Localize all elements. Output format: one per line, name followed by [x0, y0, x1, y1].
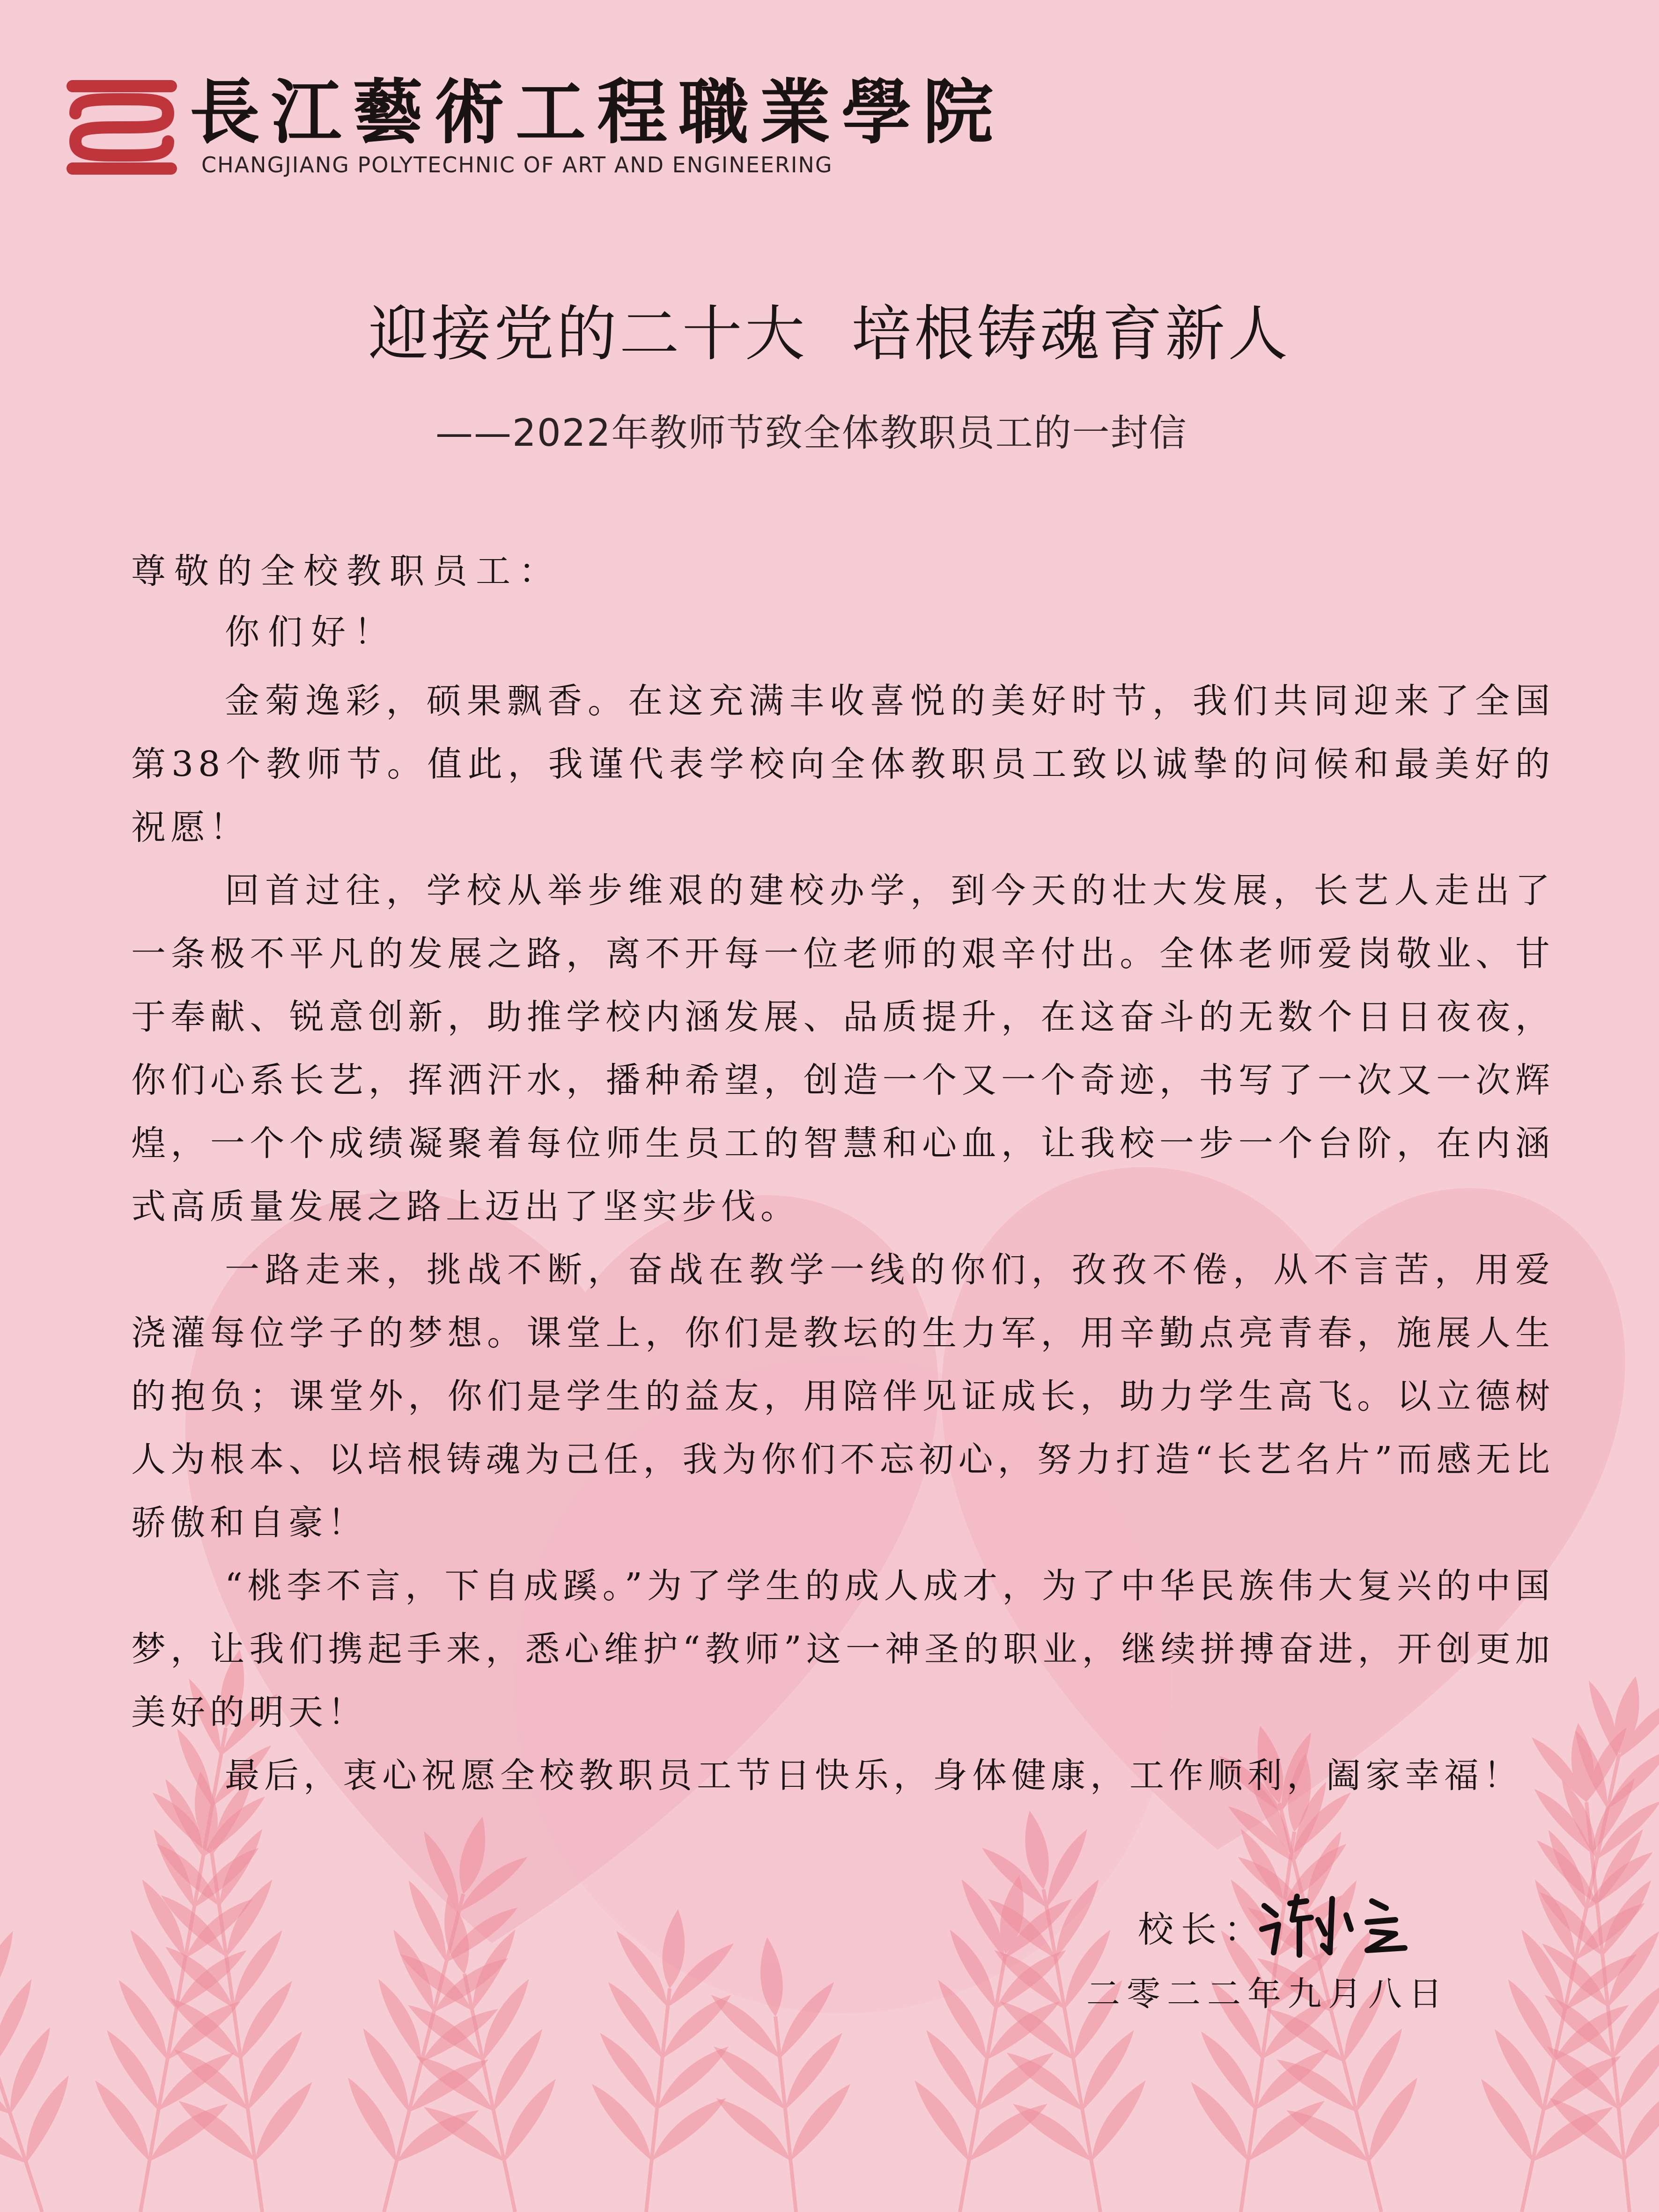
- handwritten-signature: [1255, 1887, 1423, 1962]
- letter-subtitle: ——2022年教师节致全体教职员工的一封信: [435, 411, 1187, 455]
- paragraph: 金菊逸彩，硕果飘香。在这充满丰收喜悦的美好时节，我们共同迎来了全国第38个教师节。值此，我谨代表学校向全体教职员工致以诚挚的问候和最美好的祝愿！: [131, 681, 1555, 848]
- school-name-chinese: 長江藝術工程職業學院: [190, 71, 1005, 154]
- paragraph: 最后，衷心祝愿全校教职员工节日快乐，身体健康，工作顺利，阖家幸福！: [225, 1755, 1523, 1796]
- leaf: [0, 1979, 53, 2065]
- paragraph: 一路走来，挑战不断，奋战在教学一线的你们，孜孜不倦，从不言苦，用爱浇灌每位学子的梦想。课堂上，你们是教坛的生力军，用辛勤点亮青春，施展人生的抱负；课堂外，你们是学生的益友，用陪伴见证成长，助力学生高飞。以立德树人为根本、以培根铸魂为己任，我为你们不忘初心，努力打造“长艺名片”而感无比骄傲和自豪！: [131, 1250, 1555, 1543]
- letter-body: [131, 670, 1555, 1807]
- president-label: 校长：: [1138, 1909, 1267, 1950]
- school-emblem-icon: [63, 70, 180, 178]
- leaf-stem: [1043, 1889, 1100, 2212]
- letter-date: 二零二二年九月八日: [1086, 1974, 1449, 2013]
- school-name-english: CHANGJIANG POLYTECHNIC OF ART AND ENGINEERING: [201, 152, 833, 177]
- school-header: [63, 70, 1005, 183]
- letter-salutation: 你们好！: [225, 612, 397, 652]
- paragraph: 回首过往，学校从举步维艰的建校办学，到今天的壮大发展，长艺人走出了一条极不平凡的发展之路，离不开每一位老师的艰辛付出。全体老师爱岗敬业、甘于奉献、锐意创新，助推学校内涵发展、品质提升，在这奋斗的无数个日日夜夜，你们心系长艺，挥洒汗水，播种希望，创造一个又一个奇迹，书写了一次又一次辉煌，一个个成绩凝聚着每位师生员工的智慧和心血，让我校一步一个台阶，在内涵式高质量发展之路上迈出了坚实步伐。: [131, 870, 1555, 1227]
- letter-greeting: 尊敬的全校教职员工：: [131, 551, 562, 591]
- paragraph: “桃李不言，下自成蹊。”为了学生的成人成才，为了中华民族伟大复兴的中国梦，让我们携起手来，悉心维护“教师”这一神圣的职业，继续拼搏奋进，开创更加美好的明天！: [131, 1566, 1555, 1733]
- leaf-sprig: [0, 1715, 106, 2212]
- letter-title: 迎接党的二十大 培根铸魂育新人: [368, 299, 1291, 369]
- signature-block: [1138, 1892, 1494, 1967]
